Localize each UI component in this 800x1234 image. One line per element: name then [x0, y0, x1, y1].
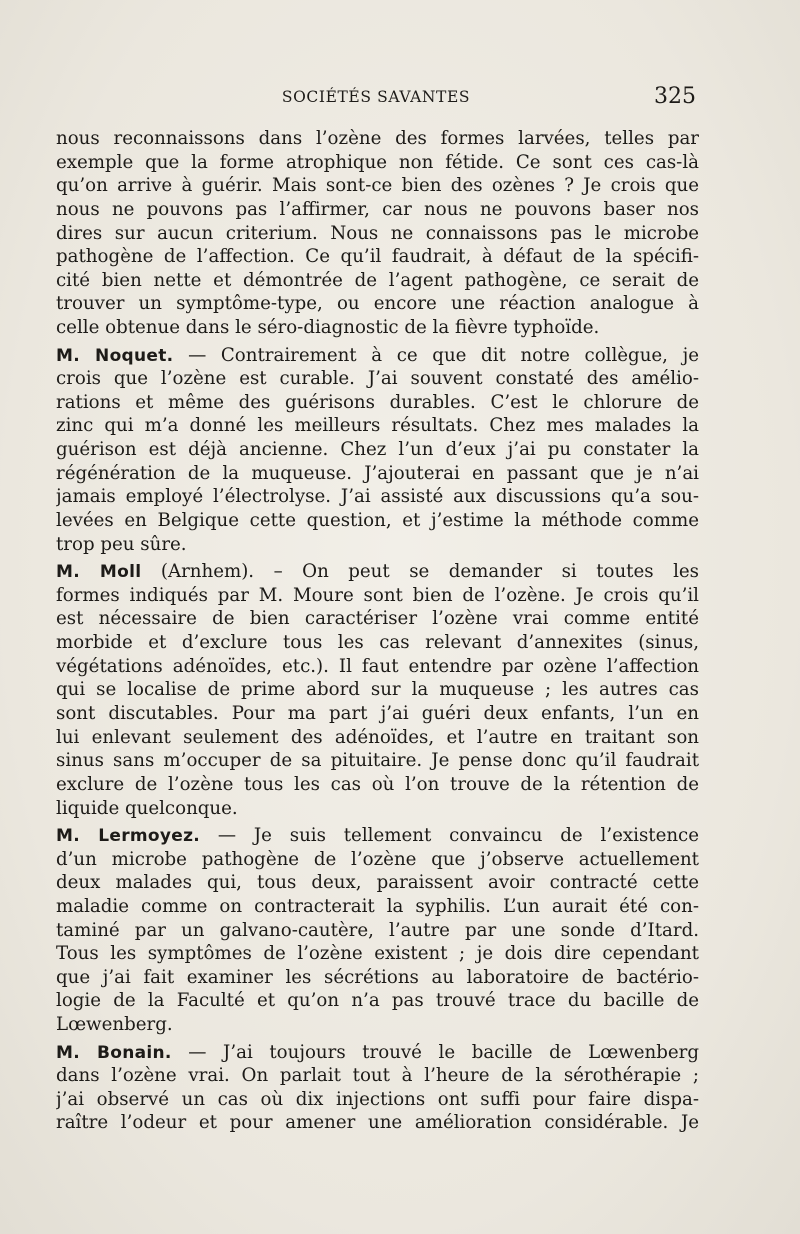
text-line: dires sur aucun criterium. Nous ne connaissons pas le microbe [56, 222, 699, 244]
line-text: — Contrairement à ce que dit notre collègue, je [173, 344, 699, 366]
speaker-name: M. Bonain. [56, 1042, 172, 1063]
text-line: Lœwenberg. [56, 1014, 173, 1036]
text-line: végétations adénoïdes, etc.). Il faut entendre par ozène l’affection [56, 655, 699, 677]
page-number: 325 [654, 84, 696, 109]
text-line: qu’on arrive à guérir. Mais sont-ce bien des ozènes ? Je crois que [56, 175, 699, 197]
line-text: — J’ai toujours trouvé le bacille de Lœwenberg [171, 1041, 699, 1063]
text-line: pathogène de l’affection. Ce qu’il faudrait, à défaut de la spécifi- [56, 246, 699, 268]
text-line: trouver un symptôme-type, ou encore une réaction analogue à [56, 293, 699, 315]
running-title: SOCIÉTÉS SAVANTES [281, 88, 471, 106]
text-line: est nécessaire de bien caractériser l’ozène vrai comme entité [56, 608, 699, 630]
text-line: exclure de l’ozène tous les cas où l’on trouve de la rétention de [56, 773, 699, 795]
text-line: deux malades qui, tous deux, paraissent avoir contracté cette [56, 872, 699, 894]
text-line: d’un microbe pathogène de l’ozène que j’observe actuellement [56, 848, 699, 870]
text-line: nous ne pouvons pas l’affirmer, car nous ne pouvons baser nos [56, 198, 699, 220]
speaker-name: M. Noquet. [56, 345, 174, 366]
speaker-name: M. Moll [56, 562, 142, 583]
text-line: rations et même des guérisons durables. C’est le chlorure de [56, 391, 699, 413]
body-text [56, 127, 699, 1135]
text-line: trop peu sûre. [56, 533, 187, 555]
text-line: sinus sans m’occuper de sa pituitaire. Je pense donc qu’il faudrait [56, 750, 699, 772]
text-line: raître l’odeur et pour amener une amélioration considérable. Je [56, 1112, 699, 1134]
text-line: régénération de la muqueuse. J’ajouterai en passant que je n’ai [56, 462, 699, 484]
paragraph-noquet [56, 344, 699, 557]
running-header [56, 84, 696, 118]
text-line: logie de la Faculté et qu’on n’a pas trouvé trace du bacille de [56, 990, 699, 1012]
text-line: qui se localise de prime abord sur la muqueuse ; les autres cas [56, 679, 699, 701]
text-line: formes indiqués par M. Moure sont bien de l’ozène. Je crois qu’il [56, 584, 699, 606]
text-line: que j’ai fait examiner les sécrétions au laboratoire de bactério- [56, 966, 699, 988]
text-line: levées en Belgique cette question, et j’estime la méthode comme [56, 510, 699, 532]
text-line: exemple que la forme atrophique non fétide. Ce sont ces cas-là [56, 151, 699, 173]
text-line: maladie comme on contracterait la syphilis. L’un aurait été con- [56, 895, 699, 917]
text-line: crois que l’ozène est curable. J’ai souvent constaté des amélio- [56, 368, 699, 390]
text-line: lui enlevant seulement des adénoïdes, et l’autre en traitant son [56, 726, 699, 748]
text-line [56, 344, 699, 368]
text-line: liquide quelconque. [56, 797, 238, 819]
line-text: (Arnhem). – On peut se demander si toutes les [141, 561, 699, 583]
text-line: sont discutables. Pour ma part j’ai guéri deux enfants, l’un en [56, 702, 699, 724]
text-line: jamais employé l’électrolyse. J’ai assisté aux discussions qu’a sou- [56, 486, 699, 508]
speaker-name: M. Lermoyez. [56, 825, 201, 846]
text-line: celle obtenue dans le séro-diagnostic de la fièvre typhoïde. [56, 317, 600, 339]
text-line: cité bien nette et démontrée de l’agent pathogène, ce serait de [56, 269, 699, 291]
paragraph-moll [56, 560, 699, 820]
text-line: j’ai observé un cas où dix injections ont suffi pour faire dispa- [56, 1088, 699, 1110]
text-line: nous reconnaissons dans l’ozène des formes larvées, telles par [56, 128, 699, 149]
paragraph-lermoyez [56, 824, 699, 1037]
text-line: Tous les symptômes de l’ozène existent ; je dois dire cependant [56, 943, 699, 965]
text-line: zinc qui m’a donné les meilleurs résultats. Chez mes malades la [56, 415, 699, 437]
text-line: taminé par un galvano-cautère, l’autre par une sonde d’Itard. [56, 919, 699, 941]
paragraph-bonain [56, 1041, 699, 1136]
text-line: dans l’ozène vrai. On parlait tout à l’heure de la sérothérapie ; [56, 1065, 699, 1087]
text-line: morbide et d’exclure tous les cas relevant d’annexites (sinus, [56, 632, 699, 654]
paragraph-continuation [56, 127, 699, 340]
text-line [56, 824, 699, 848]
line-text: — Je suis tellement convaincu de l’existence [200, 824, 699, 846]
text-line [56, 560, 699, 584]
text-line: guérison est déjà ancienne. Chez l’un d’eux j’ai pu constater la [56, 439, 699, 461]
text-line [56, 1041, 699, 1065]
